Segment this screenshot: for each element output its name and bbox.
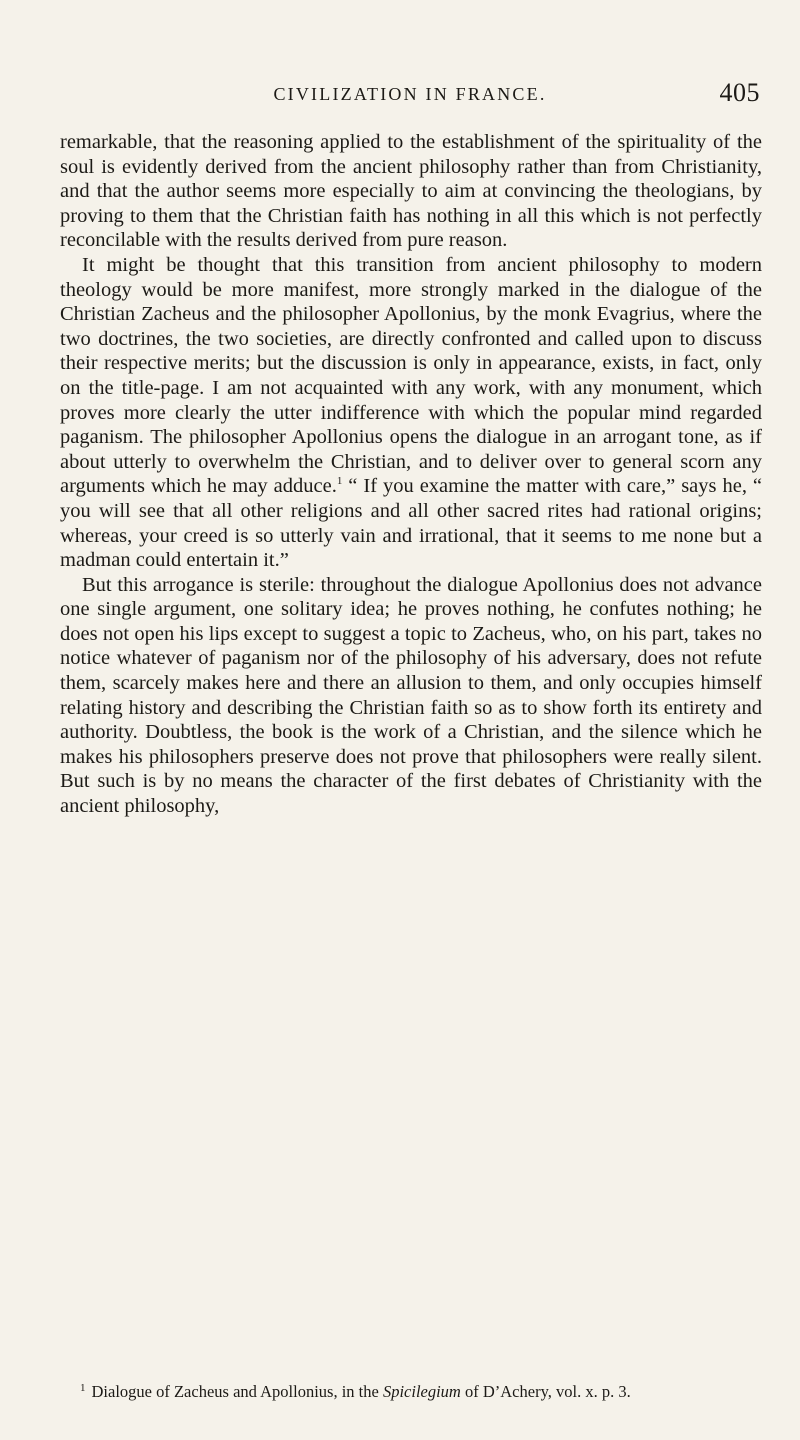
body-text — [60, 130, 762, 819]
footnote-text: of D’Achery, vol. x. p. 3. — [460, 1382, 631, 1401]
footnotes — [60, 1382, 762, 1401]
running-head — [60, 78, 760, 114]
page-number: 405 — [719, 78, 760, 107]
footnote-reference: 1 — [336, 475, 343, 488]
footnote-text: Dialogue of Zacheus and Apollonius, in the — [91, 1382, 383, 1401]
paragraph-zacheus-dialogue — [60, 253, 762, 573]
footnote — [60, 1382, 762, 1401]
footnote-label: 1 — [80, 1381, 86, 1394]
paragraph-arrogance: But this arrogance is sterile: throughout the dialogue Apollonius does not advance one single argument, one solitary idea; he proves nothing, he confutes nothing; he does not open his lips except to suggest a topic to Zacheus, who, on his part, takes no notice whatever of paganism nor of the philosophy of his adversary, does not refute them, scarcely makes here and there an allusion to them, and only occupies himself relating history and describing the Christian faith so as to show forth its entirety and authority. Doubtless, the book is the work of a Christian, and the silence which he makes his philosophers preserve does not prove that philosophers were really silent. But such is by no means the character of the first debates of Christianity with the ancient philosophy, — [60, 573, 762, 818]
paragraph-text: It might be thought that this transition from ancient philosophy to modern theology would be more manifest, more strongly marked in the dialogue of the Christian Zacheus and the philosopher Apollonius, by the monk Evagrius, where the two doctrines, the two societies, are directly confronted and called upon to discuss their respective merits; but the discussion is only in appearance, exists, in fact, only on the title-page. I am not acquainted with any work, with any monument, which proves more clearly the utter indifference with which the popular mind regarded paganism. The philosopher Apollonius opens the dialogue in an arrogant tone, as if about utterly to overwhelm the Christian, and to deliver over to general scorn any arguments which he may adduce. — [60, 253, 762, 498]
paragraph-text: “ If you examine the matter with care,” says he, “ you will see that all other religions and all other sacred rites had rational origins; whereas, your creed is so utterly vain and irrational, that it seems to me none but a madman could entertain it.” — [60, 475, 763, 572]
paragraph-continuation: remarkable, that the reasoning applied to the establishment of the spirituality of the soul is evidently derived from the ancient philosophy rather than from Christianity, and that the author seems more especially to aim at convincing the theologians, by proving to them that the Christian faith has nothing in all this which is not perfectly reconcilable with the results derived from pure reason. — [60, 131, 762, 252]
footnote-title: Spicilegium — [382, 1382, 461, 1401]
running-title: CIVILIZATION IN FRANCE. — [273, 84, 547, 104]
